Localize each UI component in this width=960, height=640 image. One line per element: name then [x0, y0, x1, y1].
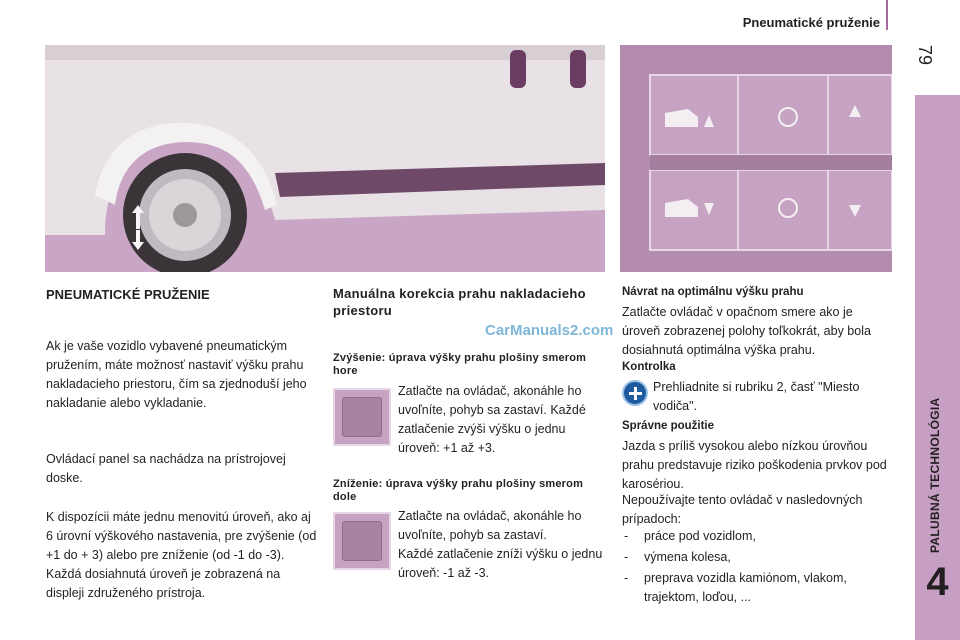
proper-use-paragraph-2: Nepoužívajte tento ovládač v nasledovných prípadoch: [622, 493, 863, 526]
raise-subheading: Zvýšenie: úprava výšky prahu plošiny smerom hore [333, 352, 587, 377]
indicator-heading: Kontrolka [622, 361, 676, 373]
van-rear-wheel-illustration [45, 45, 605, 272]
van-illustration-svg [45, 45, 605, 272]
manual-correction-heading: Manuálna korekcia prahu nakladacieho priestoru [333, 286, 586, 318]
return-heading: Návrat na optimálnu výšku prahu [622, 286, 804, 298]
control-panel-svg [620, 45, 892, 272]
running-header-title: Pneumatické pruženie [742, 15, 880, 30]
section-heading: PNEUMATICKÉ PRUŽENIE [46, 287, 210, 302]
control-panel-illustration [620, 45, 892, 272]
panel-location-paragraph: Ovládací panel sa nachádza na prístrojovej doske. [46, 452, 286, 485]
lower-instructions-1: Zatlačte na ovládač, akonáhle ho uvoľníte, pohyb sa zastaví. [398, 509, 582, 542]
proper-use-paragraph-1: Jazda s príliš vysokou alebo nízkou úrovňou prahu predstavuje riziko poškodenia prvkov pod karosériou. [622, 439, 887, 491]
lower-subheading: Zníženie: úprava výšky prahu plošiny smerom dole [333, 478, 584, 503]
raise-instructions: Zatlačte na ovládač, akonáhle ho uvoľníte, pohyb sa zastaví. Každé zatlačenie zvýši výšku o jednu úroveň: +1 až +3. [398, 384, 586, 455]
list-item: - preprava vozidla kamiónom, vlakom, trajektom, loďou, ... [622, 569, 894, 607]
page-number: 79 [915, 44, 935, 66]
intro-paragraph: Ak je vaše vozidlo vybavené pneumatickým pružením, máte možnosť nastaviť výšku prahu nakladacieho priestoru, čím sa zjednoduší jeho nakladanie alebo vykladanie. [46, 339, 307, 410]
lower-instructions-2: Každé zatlačenie zníži výšku o jednu úroveň: -1 až -3. [398, 547, 603, 580]
return-paragraph: Zatlačte ovládač v opačnom smere ako je úroveň zobrazenej polohy toľkokrát, aby bola dosiahnutá optimálna výška prahu. [622, 305, 871, 357]
proper-use-heading: Správne použitie [622, 420, 715, 432]
list-item: - výmena kolesa, [622, 548, 894, 567]
lower-button-thumbnail [333, 512, 391, 570]
list-item: - práce pod vozidlom, [622, 527, 894, 546]
chapter-number: 4 [926, 560, 949, 604]
watermark-text: CarManuals2.com [485, 322, 614, 339]
levels-paragraph: K dispozícii máte jednu menovitú úroveň, ako aj 6 úrovní výškového nastavenia, pre zvýšenie (od +1 do + 3) alebo pre zníženie (od -1 do -3). Každá dosiahnutá úroveň je zobrazená na displeji združeného prístroja. [46, 510, 317, 600]
info-plus-icon [622, 380, 648, 406]
indicator-paragraph: Prehliadnite si rubriku 2, časť "Miesto vodiča". [653, 380, 860, 413]
raise-button-thumbnail [333, 388, 391, 446]
prohibited-cases-list [622, 527, 894, 609]
chapter-tab-label: PALUBNÁ TECHNOLÓGIA [928, 397, 942, 553]
header-divider [886, 0, 888, 30]
